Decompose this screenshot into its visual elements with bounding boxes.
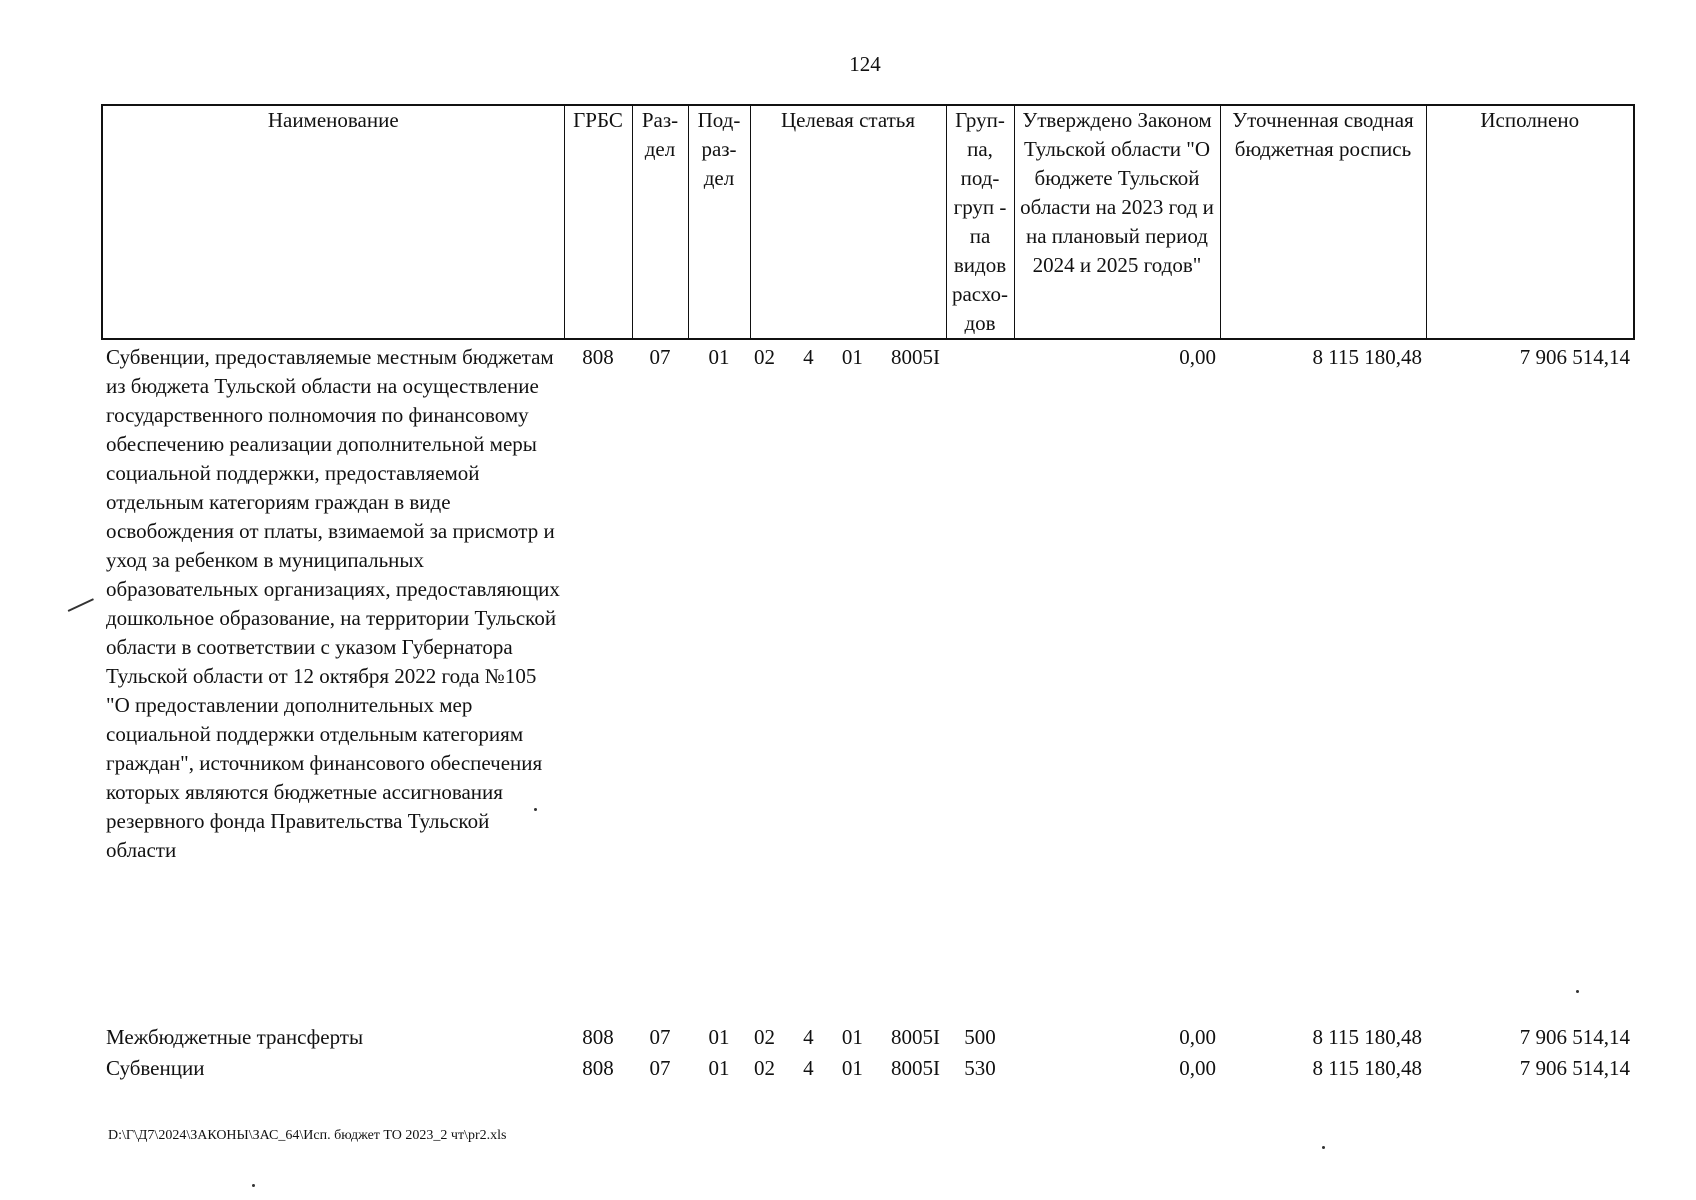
header-section: Раз- дел — [632, 105, 688, 339]
target-part: 8005I — [890, 345, 940, 369]
row-target — [750, 339, 946, 1023]
row-section: 07 — [649, 1056, 671, 1080]
row-name: Межбюджетные трансферты — [106, 1025, 364, 1049]
row-executed: 7 906 514,14 — [1519, 1056, 1630, 1080]
target-part: 4 — [803, 1025, 814, 1049]
scan-speck — [1576, 990, 1579, 993]
row-subsection: 01 — [708, 1056, 730, 1080]
table-header — [102, 105, 1634, 339]
scan-speck — [1322, 1146, 1325, 1149]
file-path-footer: D:\Г\Д7\2024\ЗАКОНЫ\ЗАС_64\Исп. бюджет ТО 2023_2 чт\pr2.xls — [108, 1128, 507, 1143]
header-executed: Исполнено — [1426, 105, 1634, 339]
header-target: Целевая статья — [750, 105, 946, 339]
row-refined: 8 115 180,48 — [1312, 1056, 1422, 1080]
header-subsection: Под- раз- дел — [688, 105, 750, 339]
row-refined: 8 115 180,48 — [1312, 345, 1422, 369]
table-row — [102, 1054, 1634, 1085]
target-part: 4 — [803, 1056, 814, 1080]
row-group: 500 — [964, 1025, 996, 1049]
row-name: Субвенции — [106, 1056, 205, 1080]
row-section: 07 — [649, 1025, 671, 1049]
row-approved: 0,00 — [1179, 1025, 1216, 1049]
page-number: 124 — [849, 52, 881, 76]
budget-table — [101, 104, 1635, 1085]
row-subsection: 01 — [708, 1025, 730, 1049]
row-group: 530 — [964, 1056, 996, 1080]
row-group — [946, 339, 1014, 1023]
row-target — [750, 1054, 946, 1085]
target-part: 01 — [841, 345, 863, 369]
row-name: Субвенции, предоставляемые местным бюджетам из бюджета Тульской области на осуществление государственного полномочия по финансовому обеспечению реализации дополнительной меры социальной поддержки, предоставляемой отдельным категориям граждан в виде освобождения от платы, взимаемой за присмотр и уход за ребенком в муниципальных образовательных организациях, предоставляющих дошкольное образование, на территории Тульской области в соответствии с указом Губернатора Тульской области от 12 октября 2022 года №105 "О предоставлении дополнительных мер социальной поддержки отдельным категориям граждан", источником финансового обеспечения которых являются бюджетные ассигнования резервного фонда Правительства Тульской области — [106, 345, 560, 862]
target-part: 02 — [754, 345, 775, 369]
header-group: Груп- па, под- груп - па видов расхо- дов — [946, 105, 1014, 339]
table-row — [102, 339, 1634, 1023]
target-part: 02 — [754, 1025, 775, 1049]
row-executed: 7 906 514,14 — [1519, 1025, 1630, 1049]
row-section: 07 — [649, 345, 671, 369]
row-approved: 0,00 — [1179, 1056, 1216, 1080]
table-body — [102, 339, 1634, 1085]
scan-speck — [252, 1184, 255, 1187]
target-part: 4 — [803, 345, 814, 369]
row-target — [750, 1023, 946, 1054]
row-refined: 8 115 180,48 — [1312, 1025, 1422, 1049]
scan-speck — [534, 808, 537, 811]
row-executed: 7 906 514,14 — [1519, 345, 1630, 369]
header-name: Наименование — [102, 105, 564, 339]
header-approved: Утверждено Законом Тульской области "О бюджете Тульской области на 2023 год и на плановый период 2024 и 2025 годов" — [1014, 105, 1220, 339]
row-grbs: 808 — [582, 345, 614, 369]
pen-mark — [68, 598, 94, 611]
header-refined: Уточненная сводная бюджетная роспись — [1220, 105, 1426, 339]
row-grbs: 808 — [582, 1025, 614, 1049]
table-row — [102, 1023, 1634, 1054]
target-part: 02 — [754, 1056, 775, 1080]
row-approved: 0,00 — [1179, 345, 1216, 369]
target-part: 8005I — [890, 1056, 940, 1080]
header-grbs: ГРБС — [564, 105, 632, 339]
target-part: 01 — [841, 1025, 863, 1049]
row-subsection: 01 — [708, 345, 730, 369]
target-part: 01 — [841, 1056, 863, 1080]
row-grbs: 808 — [582, 1056, 614, 1080]
target-part: 8005I — [890, 1025, 940, 1049]
